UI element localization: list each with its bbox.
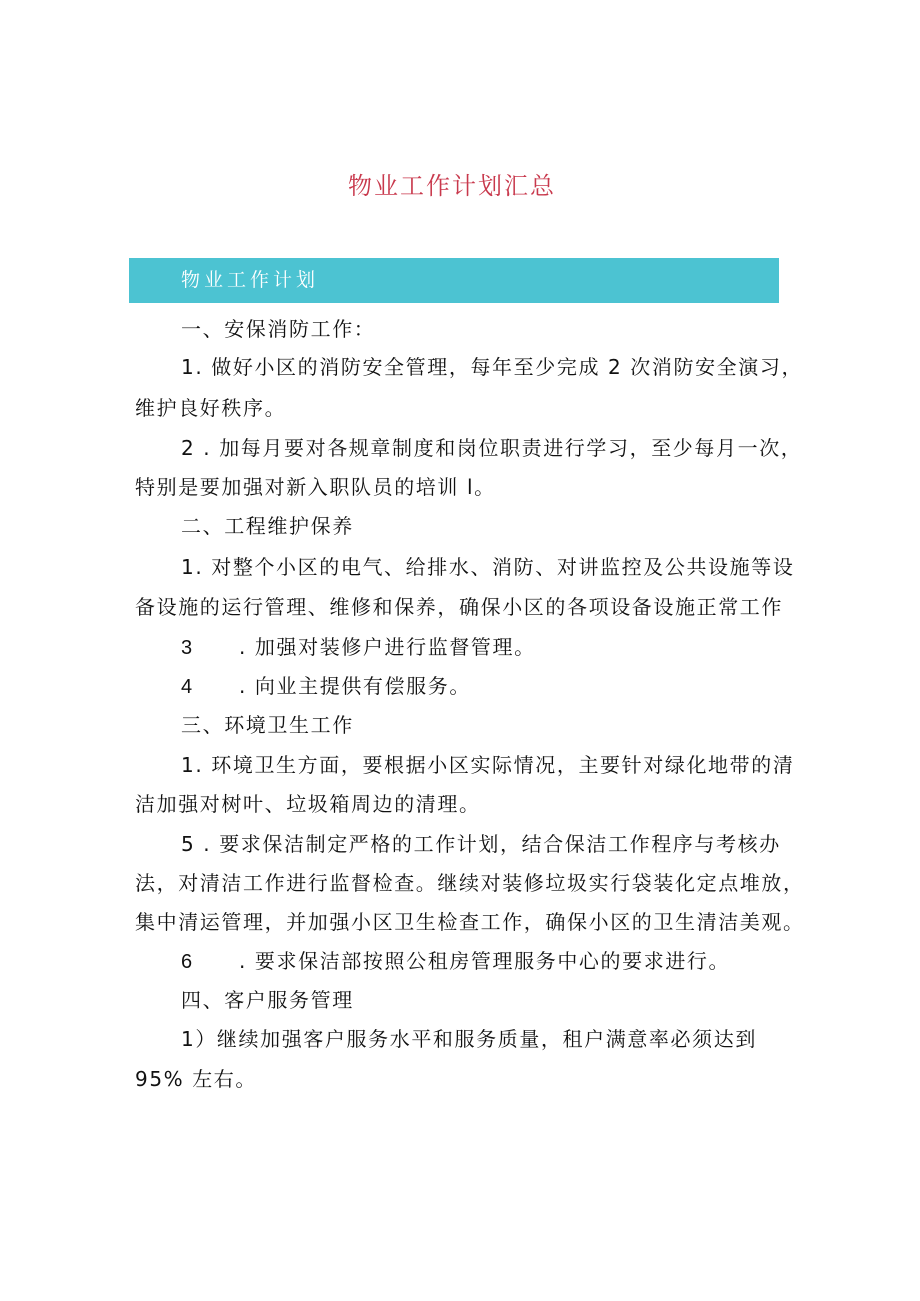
item-number: 4 <box>181 676 194 698</box>
paragraph-line: 1）继续加强客户服务水平和服务质量，租户满意率必须达到 <box>181 1027 757 1051</box>
paragraph-line: 维护良好秩序。 <box>135 396 287 420</box>
paragraph-line: 备设施的运行管理、维修和保养，确保小区的各项设备设施正常工作 <box>135 595 783 619</box>
paragraph-line: 法，对清洁工作进行监督检查。继续对装修垃圾实行袋装化定点堆放， <box>135 871 805 895</box>
paragraph-line: 1. 做好小区的消防安全管理，每年至少完成 2 次消防安全演习， <box>181 355 804 379</box>
paragraph-line: 三、环境卫生工作 <box>181 713 354 737</box>
document-title: 物业工作计划汇总 <box>348 172 556 200</box>
numbered-item <box>135 632 841 662</box>
paragraph-line: 95% 左右。 <box>135 1067 258 1091</box>
paragraph-line: 一、安保消防工作： <box>181 317 376 341</box>
numbered-item <box>135 946 841 976</box>
paragraph-line: 二、工程维护保养 <box>181 514 354 538</box>
paragraph-line: 集中清运管理，并加强小区卫生检查工作，确保小区的卫生清洁美观。 <box>135 910 805 934</box>
item-text: . 向业主提供有偿服务。 <box>239 674 471 698</box>
paragraph-line: 1. 对整个小区的电气、给排水、消防、对讲监控及公共设施等设 <box>181 555 795 579</box>
section-banner-label: 物业工作计划 <box>181 269 320 291</box>
paragraph-line: 四、客户服务管理 <box>181 988 354 1012</box>
section-banner <box>129 258 779 303</box>
paragraph-line: 1. 环境卫生方面，要根据小区实际情况，主要针对绿化地带的清 <box>181 753 795 777</box>
paragraph-line: 洁加强对树叶、垃圾箱周边的清理。 <box>135 792 481 816</box>
paragraph-line: 特别是要加强对新入职队员的培训 l。 <box>135 475 496 499</box>
numbered-item <box>135 671 841 701</box>
paragraph-line: 2 . 加每月要对各规章制度和岗位职责进行学习，至少每月一次， <box>181 436 803 460</box>
paragraph-line: 5 . 要求保洁制定严格的工作计划，结合保洁工作程序与考核办 <box>181 832 781 856</box>
item-text: . 要求保洁部按照公租房管理服务中心的要求进行。 <box>239 949 731 973</box>
item-number: 6 <box>181 951 194 973</box>
item-number: 3 <box>181 637 194 659</box>
item-text: . 加强对装修户进行监督管理。 <box>239 635 536 659</box>
